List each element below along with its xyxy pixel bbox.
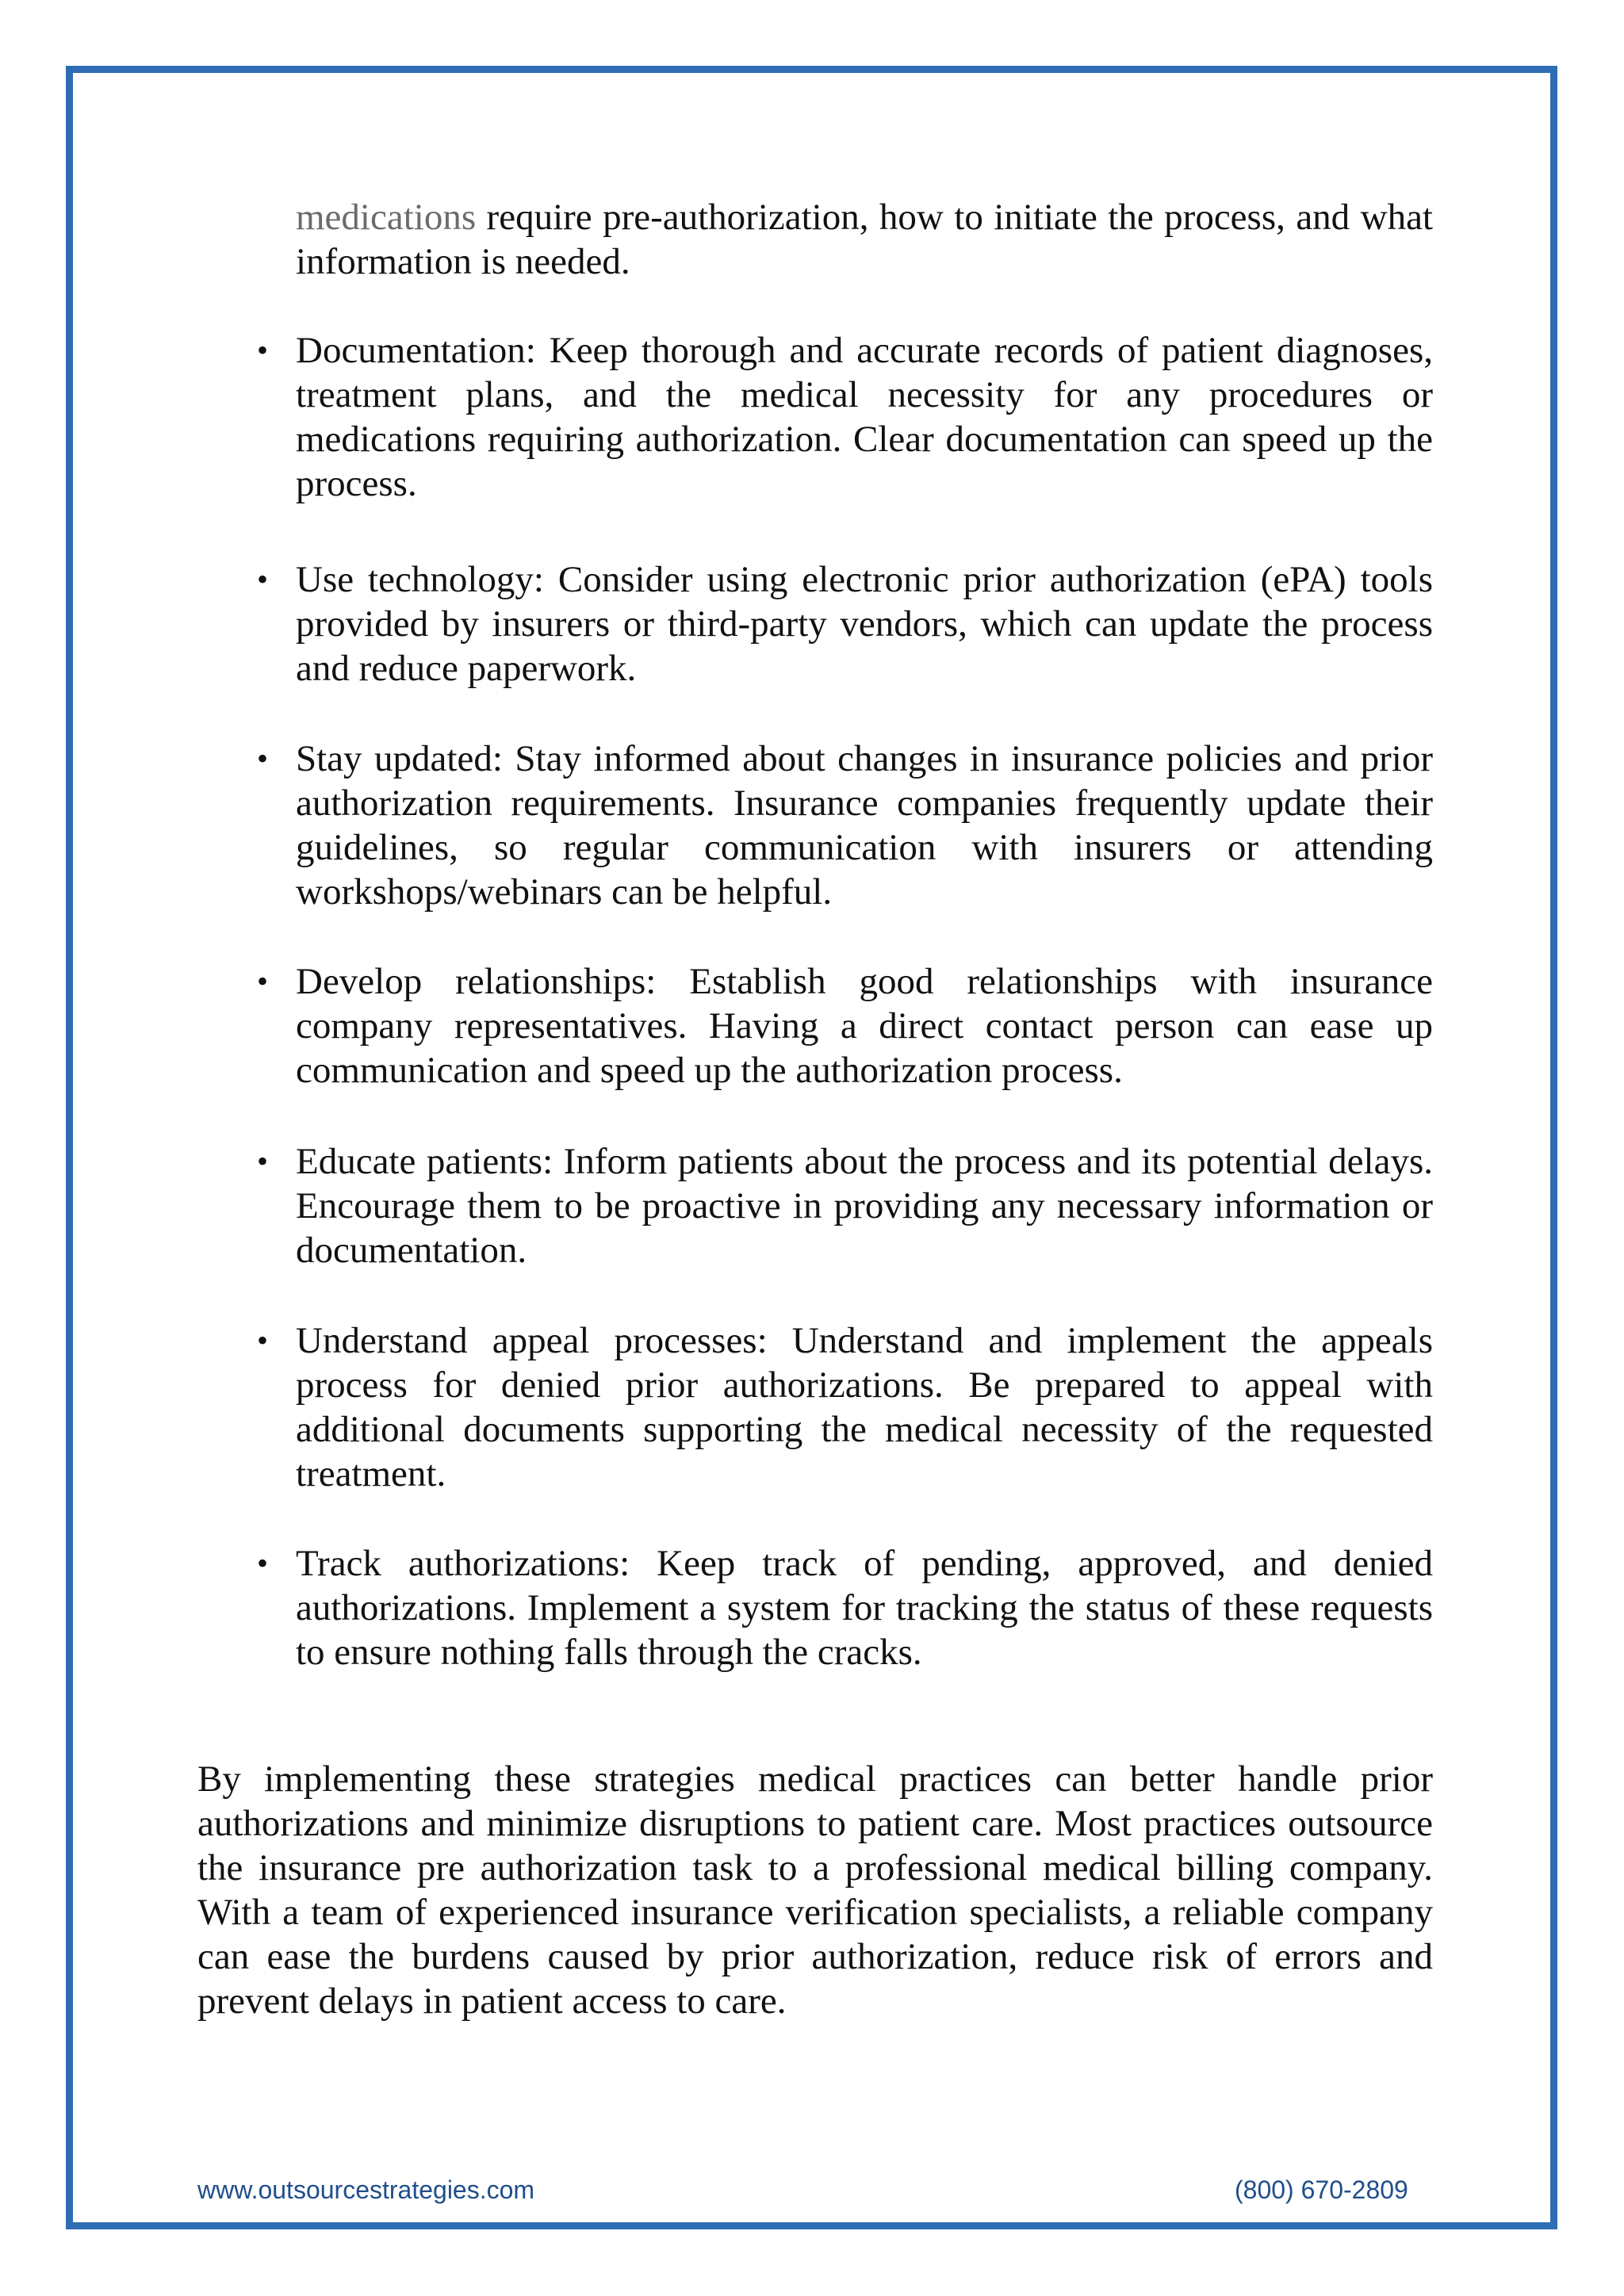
closing-paragraph: By implementing these strategies medical practices can better handle prior authorizations and minimize disruptions to patient care. Most practices outsource the insurance pre authorization task to a professional medical billing company. With a team of experienced insurance verification specialists, a reliable company can ease the burdens caused by prior authorization, reduce risk of errors and prevent delays in patient access to care. bbox=[197, 1758, 1433, 2022]
continuation-text: require pre-authorization, how to initiate the process, and what information is needed. bbox=[296, 197, 1433, 282]
list-item bbox=[256, 1541, 1433, 1674]
bullet-icon: • bbox=[256, 740, 268, 776]
list-item bbox=[256, 557, 1433, 691]
bullet-icon: • bbox=[256, 1545, 268, 1581]
list-item-text: Educate patients: Inform patients about the process and its potential delays. Encourage them to be proactive in providing any necessary information or documentation. bbox=[296, 1141, 1433, 1271]
list-item-text: Track authorizations: Keep track of pending, approved, and denied authorizations. Implement a system for tracking the status of these requests to ensure nothing falls through the cracks. bbox=[296, 1543, 1433, 1673]
list-item bbox=[256, 1139, 1433, 1272]
list-item-text: Develop relationships: Establish good relationships with insurance company representatives. Having a direct contact person can ease up communication and speed up the authorization process. bbox=[296, 961, 1433, 1091]
footer-website-link[interactable]: www.outsourcestrategies.com bbox=[197, 2175, 535, 2204]
bullet-icon: • bbox=[256, 963, 268, 999]
list-item-text: Use technology: Consider using electronic prior authorization (ePA) tools provided by insurers or third-party vendors, which can update the process and reduce paperwork. bbox=[296, 559, 1433, 689]
bullet-icon: • bbox=[256, 1322, 268, 1358]
bullet-icon: • bbox=[256, 1143, 268, 1179]
list-item bbox=[256, 328, 1433, 506]
continuation-grey-word: medications bbox=[296, 197, 477, 238]
list-item bbox=[256, 959, 1433, 1093]
continuation-paragraph bbox=[296, 195, 1433, 284]
list-item bbox=[256, 1318, 1433, 1496]
list-item-text: Documentation: Keep thorough and accurate records of patient diagnoses, treatment plans, and the medical necessity for any procedures or medications requiring authorization. Clear documentation can speed up the process. bbox=[296, 330, 1433, 504]
list-item-text: Understand appeal processes: Understand and implement the appeals process for denied prior authorizations. Be prepared to appeal with additional documents supporting the medical necessity of the requested treatment. bbox=[296, 1320, 1433, 1494]
footer-phone-number[interactable]: (800) 670-2809 bbox=[1235, 2175, 1408, 2204]
list-item bbox=[256, 737, 1433, 914]
list-item-text: Stay updated: Stay informed about changes in insurance policies and prior authorization requirements. Insurance companies frequently update their guidelines, so regular communication with insurers or attending workshops/webinars can be helpful. bbox=[296, 738, 1433, 913]
bullet-icon: • bbox=[256, 332, 268, 368]
bullet-icon: • bbox=[256, 561, 268, 597]
